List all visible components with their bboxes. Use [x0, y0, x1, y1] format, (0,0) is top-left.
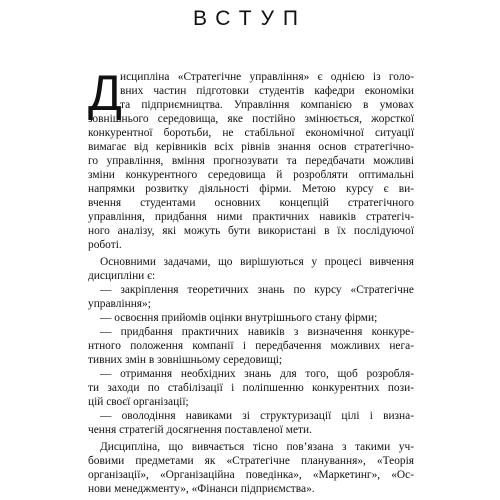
text-line: го управління, вміння прогнозувати та передбачати можливі [88, 155, 414, 167]
text-line: вних частин підготовки студентів кафедри економіки [120, 85, 414, 97]
text-line: — закріплення теоретичних знань по курсу «Стратегічне [100, 284, 414, 296]
text-line: Основними задачами, що вирішуються у процесі вивчення [100, 256, 414, 268]
text-line: ного аналізу, які можуть бути використані в їх послідуючої [88, 225, 414, 237]
text-line: зовнішнього середовища, яке постійно змінюється, жорсткої [88, 113, 414, 125]
drop-cap: Д [88, 65, 122, 121]
text-line: вимагає від керівників всіх рівнів знання основ стратегічно- [88, 141, 414, 153]
text-line: дисципліни є: [88, 270, 156, 282]
text-line: тивних змін в зовнішньому середовищі; [88, 354, 283, 366]
text-line: управління»; [88, 298, 151, 310]
text-line: вчення студентами основних концепцій стратегічного [88, 197, 414, 209]
page-heading: ВСТУП [192, 7, 308, 30]
text-line: ти заходи по стабілізації і поліпшенню конкурентних пози- [88, 382, 414, 394]
text-line: управління, придбання ними практичних навиків стратегіч- [88, 211, 414, 223]
text-line: — оволодіння навиками зі структуризації цілі і визна- [100, 410, 414, 422]
text-line: зміни конкурентного середовища й розробляти оптимальні [88, 169, 414, 181]
text-line: нови менеджменту», «Фінанси підприємства». [88, 483, 315, 495]
text-line: нтного положення компанії і передбачення можливих нега- [88, 340, 414, 352]
text-line: чення стратегій досягнення поставленої мети. [88, 424, 312, 436]
text-line: исципліна «Стратегічне управління» є однією із голо- [120, 71, 414, 83]
text-line: Дисципліна, що вивчається тісно пов’язана з такими уч- [100, 441, 414, 453]
text-line: цій своєї організації; [88, 396, 189, 408]
text-line: та підприємництва. Управління компанією в умовах [120, 99, 414, 111]
text-line: — освоєння прийомів оцінки внутрішнього стану фірми; [100, 312, 378, 324]
text-line: — придбання практичних навиків з визначення конкуре- [100, 326, 414, 338]
text-line: — отримання необхідних знань для того, щоб розробля- [100, 368, 414, 380]
text-line: конкурентної боротьби, не стабільної економічної ситуації [88, 127, 414, 139]
text-line: організації», «Організаційна поведінка», «Маркетинг», «Ос- [88, 469, 414, 481]
text-line: роботі. [88, 239, 122, 251]
text-line: бовими предметами як «Стратегічне планування», «Теорія [88, 455, 414, 467]
text-line: напрямки розвитку діяльності фірми. Метою курсу є ви- [88, 183, 414, 195]
